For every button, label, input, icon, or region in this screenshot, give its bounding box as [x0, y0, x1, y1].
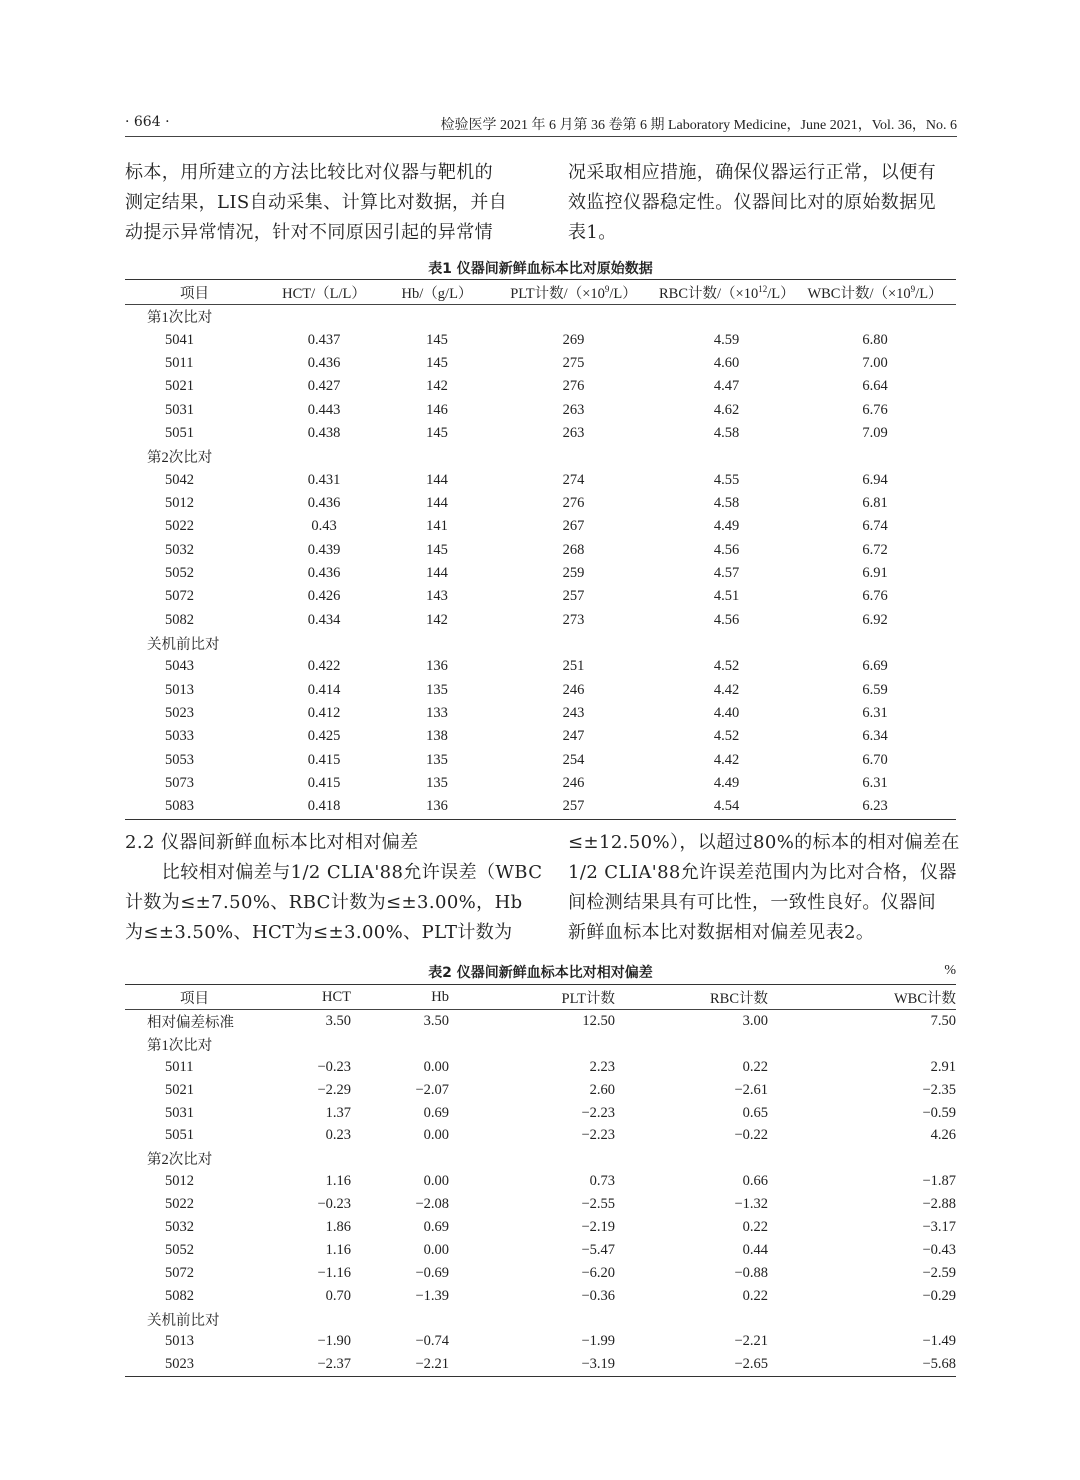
cell-wbc: 6.92 [862, 611, 888, 628]
cell-plt: 0.73 [589, 1173, 615, 1190]
cell-plt: 254 [562, 751, 585, 768]
cell-wbc: 6.64 [862, 378, 888, 395]
group-label: 关机前比对 [147, 1312, 220, 1329]
cell-rbc: −0.22 [734, 1127, 768, 1144]
cell-wbc: 6.23 [862, 798, 888, 815]
col-header-hb: Hb [351, 985, 449, 1010]
table2-title: 表2 仪器间新鲜血标本比对相对偏差 [428, 965, 653, 981]
cell-hb: 3.50 [423, 1012, 449, 1029]
cell-rbc: 4.59 [713, 331, 740, 348]
cell-hct: 0.438 [307, 424, 341, 441]
cell-plt: 2.23 [589, 1058, 615, 1075]
cell-plt: 247 [562, 728, 585, 745]
cell-sample-id: 5053 [165, 751, 194, 768]
cell-plt: −6.20 [581, 1264, 615, 1281]
cell-hb: 141 [426, 518, 448, 535]
cell-plt: 276 [562, 378, 585, 395]
cell-wbc: 6.34 [862, 728, 888, 745]
cell-rbc: 4.49 [713, 775, 740, 792]
table-row [125, 1262, 956, 1285]
cell-plt: 251 [562, 658, 585, 675]
cell-rbc: 0.22 [742, 1287, 768, 1304]
cell-hct: 0.427 [307, 378, 341, 395]
cell-rbc: 4.51 [713, 588, 740, 605]
cell-sample-id: 5011 [165, 354, 194, 371]
cell-sample-id: 5022 [165, 1196, 194, 1213]
table-row [125, 585, 956, 608]
table-row [125, 1216, 956, 1239]
cell-hb: −2.07 [415, 1081, 449, 1098]
cell-hb: 135 [426, 775, 448, 792]
cell-sample-id: 5013 [165, 1333, 194, 1350]
cell-hct: −0.23 [317, 1196, 351, 1213]
section-left-column [125, 858, 543, 948]
cell-hct: 0.415 [307, 775, 341, 792]
cell-rbc: 4.57 [713, 564, 740, 581]
cell-hb: 0.00 [423, 1241, 449, 1258]
cell-hb: 145 [426, 331, 448, 348]
cell-plt: −2.23 [581, 1127, 615, 1144]
cell-wbc: 7.09 [862, 424, 888, 441]
cell-hb: 145 [426, 354, 448, 371]
table-row [125, 328, 956, 351]
table-row [125, 1239, 956, 1262]
cell-rbc: 4.56 [713, 611, 740, 628]
cell-sample-id: 5072 [165, 588, 194, 605]
table-row [125, 492, 956, 515]
cell-sample-id: 5023 [165, 705, 194, 722]
cell-sample-id: 5013 [165, 681, 194, 698]
cell-sample-id: 5021 [165, 1081, 194, 1098]
cell-hb: 0.69 [423, 1104, 449, 1121]
cell-hct: 1.37 [325, 1104, 351, 1121]
cell-plt: 257 [562, 798, 585, 815]
cell-sample-id: 5012 [165, 494, 194, 511]
cell-wbc: −2.59 [922, 1264, 956, 1281]
table-row [125, 1193, 956, 1216]
cell-wbc: 7.50 [930, 1012, 956, 1029]
cell-rbc: −2.21 [734, 1333, 768, 1350]
group-row [125, 1147, 956, 1170]
group-row [125, 632, 956, 655]
text-line: 计数为≤±7.50%、RBC计数为≤±3.00%，Hb [125, 892, 523, 913]
cell-wbc: 6.72 [862, 541, 888, 558]
text-line: 1/2 CLIA'88允许误差范围内为比对合格，仪器 [568, 862, 957, 883]
cell-plt: −3.19 [581, 1356, 615, 1373]
cell-plt: 263 [562, 401, 585, 418]
cell-rbc: −2.61 [734, 1081, 768, 1098]
cell-wbc: 6.70 [862, 751, 888, 768]
table-row [125, 538, 956, 561]
cell-plt: 12.50 [582, 1012, 615, 1029]
group-row [125, 1033, 956, 1056]
group-row [125, 445, 956, 468]
table-row [125, 468, 956, 491]
cell-wbc: 6.94 [862, 471, 888, 488]
cell-wbc: 4.26 [930, 1127, 956, 1144]
text-line: 效监控仪器稳定性。仪器间比对的原始数据见 [568, 192, 936, 213]
cell-hb: 146 [426, 401, 448, 418]
cell-plt: 269 [562, 331, 585, 348]
cell-hct: 1.16 [325, 1241, 351, 1258]
table-row [125, 1330, 956, 1353]
table-row [125, 1102, 956, 1125]
cell-hb: 133 [426, 705, 448, 722]
cell-sample-id: 5022 [165, 518, 194, 535]
cell-hb: 144 [426, 471, 448, 488]
table-row [125, 749, 956, 772]
intro-left-column [125, 158, 515, 248]
cell-wbc: −1.87 [922, 1173, 956, 1190]
cell-hb: 142 [426, 611, 448, 628]
page-number: · 664 · [125, 114, 170, 130]
cell-rbc: 4.40 [713, 705, 740, 722]
cell-rbc: −0.88 [734, 1264, 768, 1281]
col-header-hct: HCT [285, 985, 351, 1010]
cell-sample-id: 5011 [165, 1058, 194, 1075]
cell-wbc: −0.29 [922, 1287, 956, 1304]
journal-citation: 检验医学 2021 年 6 月第 36 卷第 6 期 Laboratory Medicine，June 2021，Vol. 36，No. 6 [440, 118, 957, 133]
cell-plt: −0.36 [581, 1287, 615, 1304]
section-right-column [568, 828, 968, 948]
cell-sample-id: 5032 [165, 1218, 194, 1235]
cell-plt: 276 [562, 494, 585, 511]
cell-sample-id: 5082 [165, 1287, 194, 1304]
cell-sample-id: 5033 [165, 728, 194, 745]
cell-wbc: −2.88 [922, 1196, 956, 1213]
cell-rbc: 4.62 [713, 401, 740, 418]
group-row [125, 1308, 956, 1331]
cell-hct: 0.415 [307, 751, 341, 768]
cell-plt: −1.99 [581, 1333, 615, 1350]
text-line: 新鲜血标本比对数据相对偏差见表2。 [568, 922, 875, 943]
cell-wbc: 6.59 [862, 681, 888, 698]
running-header [125, 114, 957, 137]
table-row [125, 1124, 956, 1147]
cell-plt: 268 [562, 541, 585, 558]
cell-wbc: 6.31 [862, 775, 888, 792]
table1-title: 表1 仪器间新鲜血标本比对原始数据 [428, 261, 653, 277]
cell-rbc: 0.66 [742, 1173, 768, 1190]
table-row [125, 398, 956, 421]
cell-rbc: 4.56 [713, 541, 740, 558]
cell-plt: −2.19 [581, 1218, 615, 1235]
cell-hct: 1.86 [325, 1218, 351, 1235]
cell-rbc: 3.00 [742, 1012, 768, 1029]
cell-hb: 0.69 [423, 1218, 449, 1235]
text-line: 测定结果，LIS自动采集、计算比对数据，并自 [125, 192, 508, 213]
table2 [125, 984, 956, 1377]
cell-hct: 0.434 [307, 611, 341, 628]
table-row [125, 1170, 956, 1193]
cell-hct: 0.437 [307, 331, 341, 348]
cell-sample-id: 5052 [165, 1241, 194, 1258]
cell-sample-id: 5012 [165, 1173, 194, 1190]
cell-sample-id: 5042 [165, 471, 194, 488]
cell-rbc: 4.42 [713, 681, 740, 698]
cell-sample-id: 5082 [165, 611, 194, 628]
col-header-hct: HCT/（L/L） [262, 280, 386, 305]
group-label: 关机前比对 [147, 636, 220, 653]
table-row [125, 772, 956, 795]
col-header-rbc: RBC计数$/(\times 10^{12}/L)$ [659, 280, 794, 305]
cell-sample-id: 5072 [165, 1264, 194, 1281]
cell-hb: −0.74 [415, 1333, 449, 1350]
cell-plt: 263 [562, 424, 585, 441]
cell-wbc: −0.43 [922, 1241, 956, 1258]
cell-sample-id: 5031 [165, 1104, 194, 1121]
table-row [125, 655, 956, 678]
cell-rbc: 4.58 [713, 494, 740, 511]
intro-right-column [568, 158, 958, 248]
cell-rbc: 0.44 [742, 1241, 768, 1258]
cell-wbc: −3.17 [922, 1218, 956, 1235]
group-row [125, 305, 956, 329]
table-row [125, 608, 956, 631]
col-header-hb: Hb/（g/L） [386, 280, 488, 305]
cell-hct: 0.23 [325, 1127, 351, 1144]
table-row [125, 679, 956, 702]
cell-hb: 135 [426, 751, 448, 768]
table-row [125, 375, 956, 398]
table-row [125, 422, 956, 445]
text-line: 为≤±3.50%、HCT为≤±3.00%、PLT计数为 [125, 922, 513, 943]
cell-hct: −1.16 [317, 1264, 351, 1281]
cell-rbc: 4.52 [713, 658, 740, 675]
cell-rbc: 0.22 [742, 1218, 768, 1235]
cell-sample-id: 5031 [165, 401, 194, 418]
cell-plt: 257 [562, 588, 585, 605]
text-line: 间检测结果具有可比性，一致性良好。仪器间 [568, 892, 936, 913]
cell-hct: 0.439 [307, 541, 341, 558]
cell-hct: 0.425 [307, 728, 341, 745]
cell-hct: −1.90 [317, 1333, 351, 1350]
table-row [125, 1285, 956, 1308]
cell-hct: 0.70 [325, 1287, 351, 1304]
col-header-item: 项目 [125, 985, 285, 1010]
cell-wbc: 2.91 [930, 1058, 956, 1075]
cell-sample-id: 5041 [165, 331, 194, 348]
table-row [125, 562, 956, 585]
table2-header-row [125, 985, 956, 1010]
cell-hb: 0.00 [423, 1058, 449, 1075]
cell-hb: 144 [426, 494, 448, 511]
cell-hb: 142 [426, 378, 448, 395]
cell-hct: 0.431 [307, 471, 341, 488]
cell-plt: 274 [562, 471, 585, 488]
cell-rbc: 4.58 [713, 424, 740, 441]
cell-wbc: 6.31 [862, 705, 888, 722]
cell-rbc: 4.55 [713, 471, 740, 488]
table-row [125, 795, 956, 819]
cell-rbc: 4.54 [713, 798, 740, 815]
cell-plt: −2.55 [581, 1196, 615, 1213]
cell-hct: −0.23 [317, 1058, 351, 1075]
cell-sample-id: 5083 [165, 798, 194, 815]
group-label: 第1次比对 [147, 1037, 213, 1054]
group-label: 第2次比对 [147, 450, 213, 467]
cell-wbc: 6.81 [862, 494, 888, 511]
cell-rbc: 0.65 [742, 1104, 768, 1121]
cell-wbc: 6.76 [862, 588, 888, 605]
cell-hb: 144 [426, 564, 448, 581]
cell-rbc: 4.60 [713, 354, 740, 371]
table-row [125, 1079, 956, 1102]
cell-hb: 135 [426, 681, 448, 698]
cell-sample-id: 5032 [165, 541, 194, 558]
text-line: 标本，用所建立的方法比较比对仪器与靶机的 [125, 162, 493, 183]
cell-wbc: −5.68 [922, 1356, 956, 1373]
cell-plt: 246 [562, 681, 585, 698]
cell-hct: 0.443 [307, 401, 341, 418]
cell-plt: −5.47 [581, 1241, 615, 1258]
cell-hct: −2.37 [317, 1356, 351, 1373]
cell-hb: 145 [426, 424, 448, 441]
col-header-item: 项目 [125, 280, 262, 305]
cell-sample-id: 相对偏差标准 [147, 1014, 234, 1031]
table-row [125, 1353, 956, 1376]
cell-hct: 0.436 [307, 494, 341, 511]
cell-hb: 136 [426, 658, 448, 675]
table-row [125, 702, 956, 725]
section-heading: 2.2 仪器间新鲜血标本比对相对偏差 [125, 832, 419, 853]
cell-wbc: −0.59 [922, 1104, 956, 1121]
text-line: ≤±12.50%），以超过80%的标本的相对偏差在 [568, 832, 960, 853]
cell-wbc: −2.35 [922, 1081, 956, 1098]
cell-hb: −2.08 [415, 1196, 449, 1213]
cell-wbc: 6.69 [862, 658, 888, 675]
table-row [125, 1056, 956, 1079]
cell-plt: 2.60 [589, 1081, 615, 1098]
cell-hb: 143 [426, 588, 448, 605]
cell-hb: −0.69 [415, 1264, 449, 1281]
text-line: 比较相对偏差与1/2 CLIA'88允许误差（WBC [125, 862, 543, 883]
cell-sample-id: 5043 [165, 658, 194, 675]
cell-hb: 0.00 [423, 1127, 449, 1144]
standard-row [125, 1010, 956, 1033]
cell-rbc: −1.32 [734, 1196, 768, 1213]
cell-plt: −2.23 [581, 1104, 615, 1121]
cell-rbc: 4.42 [713, 751, 740, 768]
cell-hb: 136 [426, 798, 448, 815]
cell-hb: 138 [426, 728, 448, 745]
cell-hct: 0.414 [307, 681, 341, 698]
cell-hb: 0.00 [423, 1173, 449, 1190]
cell-wbc: 7.00 [862, 354, 888, 371]
cell-sample-id: 5023 [165, 1356, 194, 1373]
cell-plt: 246 [562, 775, 585, 792]
cell-hct: 0.436 [307, 564, 341, 581]
cell-rbc: 0.22 [742, 1058, 768, 1075]
group-label: 第2次比对 [147, 1152, 213, 1169]
table-row [125, 352, 956, 375]
cell-rbc: 4.47 [713, 378, 740, 395]
cell-plt: 273 [562, 611, 585, 628]
cell-hct: 1.16 [325, 1173, 351, 1190]
cell-hct: 0.426 [307, 588, 341, 605]
cell-rbc: 4.49 [713, 518, 740, 535]
cell-wbc: 6.80 [862, 331, 888, 348]
cell-sample-id: 5051 [165, 1127, 194, 1144]
cell-plt: 259 [562, 564, 585, 581]
table-row [125, 725, 956, 748]
text-line: 动提示异常情况，针对不同原因引起的异常情 [125, 222, 493, 243]
cell-plt: 275 [562, 354, 585, 371]
col-header-rbc: RBC计数 [615, 985, 768, 1010]
cell-sample-id: 5052 [165, 564, 194, 581]
group-label: 第1次比对 [147, 310, 213, 327]
cell-hct: −2.29 [317, 1081, 351, 1098]
cell-hct: 3.50 [325, 1012, 351, 1029]
cell-hb: −2.21 [415, 1356, 449, 1373]
cell-wbc: 6.76 [862, 401, 888, 418]
cell-wbc: 6.91 [862, 564, 888, 581]
cell-hb: 145 [426, 541, 448, 558]
cell-rbc: 4.52 [713, 728, 740, 745]
cell-rbc: −2.65 [734, 1356, 768, 1373]
cell-hct: 0.418 [307, 798, 341, 815]
cell-plt: 267 [562, 518, 585, 535]
cell-plt: 243 [562, 705, 585, 722]
text-line: 况采取相应措施，确保仪器运行正常，以便有 [568, 162, 936, 183]
table2-unit: % [944, 963, 956, 978]
cell-hct: 0.436 [307, 354, 341, 371]
col-header-plt: PLT计数$/(\times 10^9/L)$ [488, 280, 659, 305]
table-row [125, 515, 956, 538]
cell-sample-id: 5021 [165, 378, 194, 395]
cell-sample-id: 5051 [165, 424, 194, 441]
table1-header-row [125, 280, 956, 305]
table1 [125, 279, 956, 820]
cell-hct: 0.43 [311, 518, 337, 535]
cell-hb: −1.39 [415, 1287, 449, 1304]
cell-sample-id: 5073 [165, 775, 194, 792]
cell-hct: 0.422 [307, 658, 341, 675]
col-header-wbc: WBC计数 [768, 985, 956, 1010]
cell-wbc: 6.74 [862, 518, 888, 535]
cell-wbc: −1.49 [922, 1333, 956, 1350]
cell-hct: 0.412 [307, 705, 341, 722]
col-header-plt: PLT计数 [449, 985, 615, 1010]
col-header-wbc: WBC计数$/(\times 10^9/L)$ [794, 280, 956, 305]
text-line: 表1。 [568, 222, 617, 243]
